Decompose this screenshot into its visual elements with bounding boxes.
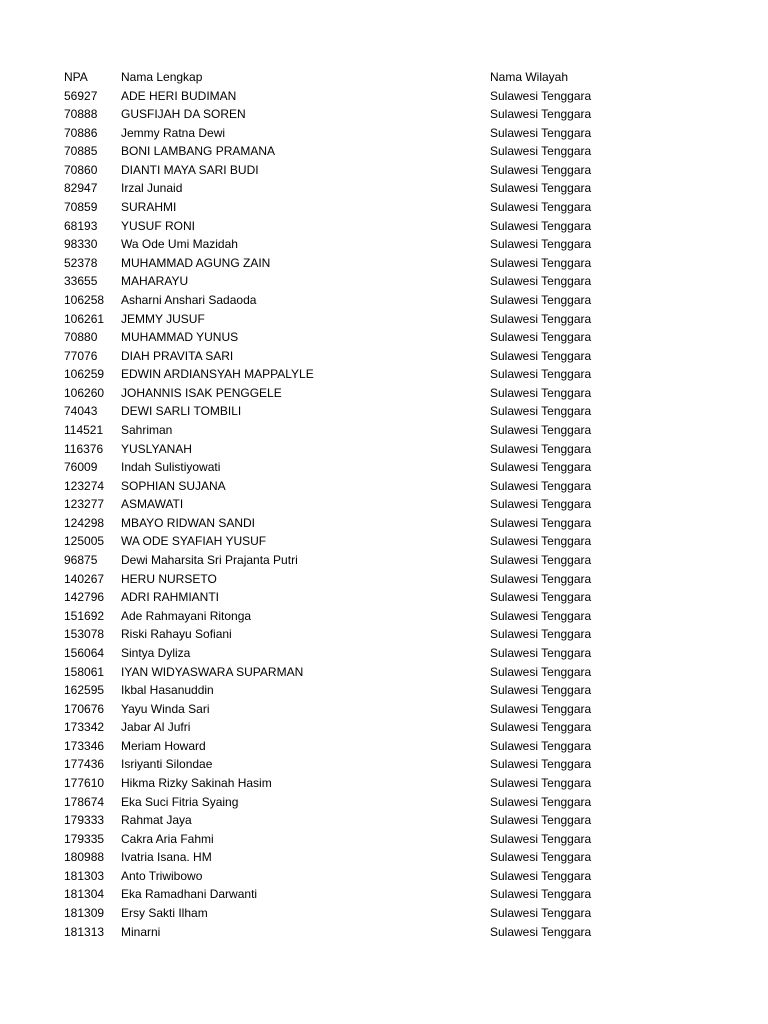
cell-npa: 70886 xyxy=(64,125,98,140)
cell-npa: 74043 xyxy=(64,404,98,419)
cell-nama-lengkap: YUSUF RONI xyxy=(121,218,196,233)
table-row xyxy=(64,124,624,143)
cell-nama-lengkap: Ersy Sakti Ilham xyxy=(121,906,208,921)
table-row xyxy=(64,254,624,273)
cell-nama-wilayah: Sulawesi Tenggara xyxy=(490,385,592,400)
cell-npa: 70880 xyxy=(64,330,98,345)
table-body xyxy=(64,87,624,942)
cell-nama-lengkap: Asharni Anshari Sadaoda xyxy=(121,292,257,307)
cell-nama-lengkap: Isriyanti Silondae xyxy=(121,757,213,772)
cell-nama-lengkap: JEMMY JUSUF xyxy=(121,311,205,326)
cell-npa: 70859 xyxy=(64,200,98,215)
cell-npa: 70860 xyxy=(64,162,98,177)
cell-nama-lengkap: ADE HERI BUDIMAN xyxy=(121,88,237,103)
cell-nama-lengkap: JOHANNIS ISAK PENGGELE xyxy=(121,385,282,400)
table-row xyxy=(64,365,624,384)
cell-npa: 179335 xyxy=(64,831,105,846)
cell-nama-wilayah: Sulawesi Tenggara xyxy=(490,181,592,196)
table-row xyxy=(64,718,624,737)
cell-nama-lengkap: Hikma Rizky Sakinah Hasim xyxy=(121,775,272,790)
cell-nama-lengkap: Minarni xyxy=(121,924,161,939)
cell-nama-lengkap: Riski Rahayu Sofiani xyxy=(121,627,232,642)
cell-npa: 162595 xyxy=(64,683,105,698)
cell-nama-lengkap: SOPHIAN SUJANA xyxy=(121,478,226,493)
cell-nama-wilayah: Sulawesi Tenggara xyxy=(490,441,592,456)
cell-nama-lengkap: Jabar Al Jufri xyxy=(121,720,191,735)
cell-npa: 106258 xyxy=(64,292,105,307)
table-row xyxy=(64,87,624,106)
cell-nama-wilayah: Sulawesi Tenggara xyxy=(490,924,592,939)
cell-npa: 181309 xyxy=(64,906,105,921)
cell-npa: 170676 xyxy=(64,701,105,716)
table-row xyxy=(64,458,624,477)
cell-npa: 123277 xyxy=(64,497,105,512)
cell-nama-wilayah: Sulawesi Tenggara xyxy=(490,794,592,809)
cell-npa: 181303 xyxy=(64,868,105,883)
cell-nama-wilayah: Sulawesi Tenggara xyxy=(490,274,592,289)
cell-nama-wilayah: Sulawesi Tenggara xyxy=(490,831,592,846)
cell-nama-lengkap: MAHARAYU xyxy=(121,274,189,289)
cell-nama-wilayah: Sulawesi Tenggara xyxy=(490,813,592,828)
cell-npa: 116376 xyxy=(64,441,104,456)
table-row xyxy=(64,867,624,886)
cell-nama-lengkap: Jemmy Ratna Dewi xyxy=(121,125,226,140)
cell-npa: 98330 xyxy=(64,237,98,252)
cell-npa: 124298 xyxy=(64,515,105,530)
cell-npa: 181304 xyxy=(64,887,105,902)
cell-npa: 181313 xyxy=(64,924,105,939)
cell-nama-lengkap: Anto Triwibowo xyxy=(121,868,203,883)
table-row xyxy=(64,105,624,124)
table-row xyxy=(64,607,624,626)
table-row xyxy=(64,830,624,849)
cell-nama-lengkap: BONI LAMBANG PRAMANA xyxy=(121,144,276,159)
cell-nama-lengkap: Eka Ramadhani Darwanti xyxy=(121,887,258,902)
cell-nama-lengkap: Eka Suci Fitria Syaing xyxy=(121,794,239,809)
cell-nama-wilayah: Sulawesi Tenggara xyxy=(490,311,592,326)
cell-npa: 52378 xyxy=(64,255,98,270)
cell-nama-lengkap: IYAN WIDYASWARA SUPARMAN xyxy=(121,664,304,679)
table-row xyxy=(64,700,624,719)
header-nama-lengkap: Nama Lengkap xyxy=(121,70,203,84)
cell-nama-lengkap: Cakra Aria Fahmi xyxy=(121,831,214,846)
cell-npa: 106261 xyxy=(64,311,105,326)
cell-npa: 114521 xyxy=(64,422,104,437)
cell-nama-lengkap: Sahriman xyxy=(121,422,173,437)
cell-npa: 96875 xyxy=(64,553,98,568)
cell-npa: 156064 xyxy=(64,645,105,660)
table-row xyxy=(64,681,624,700)
table-row xyxy=(64,848,624,867)
table-row xyxy=(64,514,624,533)
cell-npa: 173342 xyxy=(64,720,105,735)
cell-nama-wilayah: Sulawesi Tenggara xyxy=(490,534,592,549)
table-row xyxy=(64,755,624,774)
cell-nama-lengkap: SURAHMI xyxy=(121,200,177,215)
cell-npa: 177436 xyxy=(64,757,105,772)
cell-nama-lengkap: MUHAMMAD AGUNG ZAIN xyxy=(121,255,271,270)
cell-nama-wilayah: Sulawesi Tenggara xyxy=(490,348,592,363)
table-row xyxy=(64,310,624,329)
cell-npa: 177610 xyxy=(64,775,105,790)
table-row xyxy=(64,272,624,291)
cell-nama-wilayah: Sulawesi Tenggara xyxy=(490,645,592,660)
cell-nama-wilayah: Sulawesi Tenggara xyxy=(490,701,592,716)
table-row xyxy=(64,291,624,310)
cell-nama-wilayah: Sulawesi Tenggara xyxy=(490,664,592,679)
table-row xyxy=(64,570,624,589)
cell-nama-wilayah: Sulawesi Tenggara xyxy=(490,868,592,883)
cell-npa: 158061 xyxy=(64,664,105,679)
member-table xyxy=(64,68,624,941)
table-row xyxy=(64,588,624,607)
table-row xyxy=(64,551,624,570)
cell-npa: 173346 xyxy=(64,738,105,753)
cell-nama-wilayah: Sulawesi Tenggara xyxy=(490,627,592,642)
cell-npa: 178674 xyxy=(64,794,105,809)
cell-nama-wilayah: Sulawesi Tenggara xyxy=(490,608,592,623)
table-row xyxy=(64,198,624,217)
cell-npa: 106260 xyxy=(64,385,105,400)
cell-nama-lengkap: Ade Rahmayani Ritonga xyxy=(121,608,252,623)
table-row xyxy=(64,663,624,682)
cell-npa: 77076 xyxy=(64,348,98,363)
cell-nama-wilayah: Sulawesi Tenggara xyxy=(490,88,592,103)
cell-nama-lengkap: MUHAMMAD YUNUS xyxy=(121,330,239,345)
cell-nama-wilayah: Sulawesi Tenggara xyxy=(490,404,592,419)
cell-nama-lengkap: Sintya Dyliza xyxy=(121,645,191,660)
table-row xyxy=(64,217,624,236)
cell-nama-lengkap: DIAH PRAVITA SARI xyxy=(121,348,234,363)
cell-npa: 106259 xyxy=(64,367,105,382)
cell-nama-wilayah: Sulawesi Tenggara xyxy=(490,255,592,270)
cell-nama-wilayah: Sulawesi Tenggara xyxy=(490,330,592,345)
cell-nama-lengkap: ASMAWATI xyxy=(121,497,184,512)
cell-nama-wilayah: Sulawesi Tenggara xyxy=(490,460,592,475)
cell-nama-lengkap: DIANTI MAYA SARI BUDI xyxy=(121,162,259,177)
cell-npa: 125005 xyxy=(64,534,105,549)
cell-npa: 179333 xyxy=(64,813,105,828)
cell-nama-wilayah: Sulawesi Tenggara xyxy=(490,107,592,122)
cell-nama-lengkap: Dewi Maharsita Sri Prajanta Putri xyxy=(121,553,298,568)
cell-nama-wilayah: Sulawesi Tenggara xyxy=(490,906,592,921)
cell-nama-lengkap: HERU NURSETO xyxy=(121,571,217,586)
table-row xyxy=(64,161,624,180)
table-row xyxy=(64,532,624,551)
table-row xyxy=(64,904,624,923)
cell-nama-wilayah: Sulawesi Tenggara xyxy=(490,757,592,772)
cell-npa: 123274 xyxy=(64,478,105,493)
table-row xyxy=(64,644,624,663)
cell-nama-wilayah: Sulawesi Tenggara xyxy=(490,553,592,568)
cell-npa: 70888 xyxy=(64,107,98,122)
cell-nama-lengkap: Irzal Junaid xyxy=(121,181,183,196)
cell-nama-wilayah: Sulawesi Tenggara xyxy=(490,422,592,437)
table-row xyxy=(64,142,624,161)
cell-nama-wilayah: Sulawesi Tenggara xyxy=(490,478,592,493)
table-row xyxy=(64,495,624,514)
cell-nama-wilayah: Sulawesi Tenggara xyxy=(490,218,592,233)
header-nama-wilayah: Nama Wilayah xyxy=(490,70,569,84)
cell-npa: 82947 xyxy=(64,181,98,196)
cell-nama-wilayah: Sulawesi Tenggara xyxy=(490,200,592,215)
cell-npa: 180988 xyxy=(64,850,105,865)
cell-nama-wilayah: Sulawesi Tenggara xyxy=(490,515,592,530)
cell-npa: 56927 xyxy=(64,88,98,103)
cell-nama-lengkap: Indah Sulistiyowati xyxy=(121,460,221,475)
cell-nama-lengkap: DEWI SARLI TOMBILI xyxy=(121,404,242,419)
cell-nama-wilayah: Sulawesi Tenggara xyxy=(490,571,592,586)
table-row xyxy=(64,179,624,198)
cell-nama-lengkap: EDWIN ARDIANSYAH MAPPALYLE xyxy=(121,367,314,382)
cell-npa: 76009 xyxy=(64,460,98,475)
table-row xyxy=(64,235,624,254)
cell-nama-wilayah: Sulawesi Tenggara xyxy=(490,850,592,865)
table-row xyxy=(64,328,624,347)
cell-npa: 70885 xyxy=(64,144,98,159)
cell-nama-lengkap: Meriam Howard xyxy=(121,738,206,753)
cell-nama-wilayah: Sulawesi Tenggara xyxy=(490,887,592,902)
cell-nama-wilayah: Sulawesi Tenggara xyxy=(490,775,592,790)
cell-nama-wilayah: Sulawesi Tenggara xyxy=(490,683,592,698)
cell-nama-wilayah: Sulawesi Tenggara xyxy=(490,720,592,735)
table-row xyxy=(64,625,624,644)
table-row xyxy=(64,347,624,366)
cell-nama-lengkap: GUSFIJAH DA SOREN xyxy=(121,107,246,122)
cell-npa: 151692 xyxy=(64,608,105,623)
cell-nama-wilayah: Sulawesi Tenggara xyxy=(490,367,592,382)
cell-nama-wilayah: Sulawesi Tenggara xyxy=(490,590,592,605)
cell-npa: 153078 xyxy=(64,627,105,642)
cell-nama-lengkap: Ikbal Hasanuddin xyxy=(121,683,214,698)
table-row xyxy=(64,402,624,421)
table-row xyxy=(64,421,624,440)
cell-nama-lengkap: WA ODE SYAFIAH YUSUF xyxy=(121,534,267,549)
cell-npa: 68193 xyxy=(64,218,98,233)
cell-nama-wilayah: Sulawesi Tenggara xyxy=(490,497,592,512)
cell-nama-lengkap: Ivatria Isana. HM xyxy=(121,850,212,865)
cell-nama-lengkap: Rahmat Jaya xyxy=(121,813,192,828)
cell-nama-wilayah: Sulawesi Tenggara xyxy=(490,292,592,307)
table-row xyxy=(64,440,624,459)
table-row xyxy=(64,774,624,793)
table-row xyxy=(64,793,624,812)
cell-nama-lengkap: ADRI RAHMIANTI xyxy=(121,590,220,605)
table-row xyxy=(64,477,624,496)
table-row xyxy=(64,923,624,942)
table-row xyxy=(64,885,624,904)
cell-nama-lengkap: Wa Ode Umi Mazidah xyxy=(121,237,238,252)
cell-nama-wilayah: Sulawesi Tenggara xyxy=(490,144,592,159)
header-npa: NPA xyxy=(64,70,88,84)
table-row xyxy=(64,811,624,830)
cell-nama-lengkap: MBAYO RIDWAN SANDI xyxy=(121,515,256,530)
cell-nama-lengkap: YUSLYANAH xyxy=(121,441,192,456)
table-row xyxy=(64,384,624,403)
cell-nama-lengkap: Yayu Winda Sari xyxy=(121,701,210,716)
cell-nama-wilayah: Sulawesi Tenggara xyxy=(490,237,592,252)
cell-nama-wilayah: Sulawesi Tenggara xyxy=(490,125,592,140)
cell-nama-wilayah: Sulawesi Tenggara xyxy=(490,162,592,177)
table-row xyxy=(64,737,624,756)
cell-npa: 142796 xyxy=(64,590,105,605)
cell-nama-wilayah: Sulawesi Tenggara xyxy=(490,738,592,753)
cell-npa: 33655 xyxy=(64,274,98,289)
table-header-row xyxy=(64,68,624,87)
cell-npa: 140267 xyxy=(64,571,105,586)
